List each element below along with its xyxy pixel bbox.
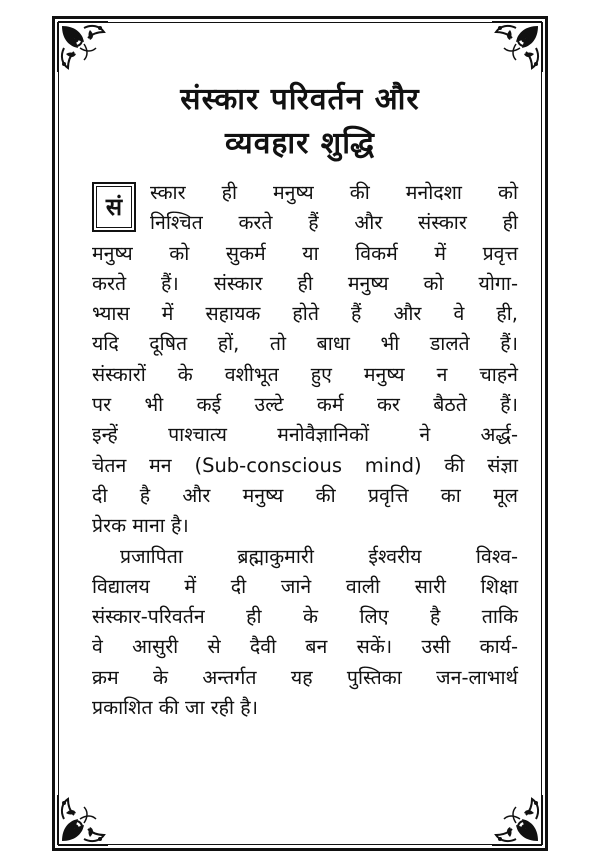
text-line: भ्यास में सहायक होते हैं और वे ही, <box>92 302 518 326</box>
paragraph-2 <box>92 542 518 724</box>
title-line-1: संस्कार परिवर्तन और <box>180 82 420 117</box>
body-text <box>92 178 518 723</box>
text-line: दी है और मनुष्य की प्रवृत्ति का मूल <box>92 483 518 507</box>
text-line: प्रेरक माना है। <box>92 514 189 538</box>
page-border <box>52 16 548 851</box>
dropcap-letter: सं <box>96 186 132 228</box>
text-line: यदि दूषित हों, तो बाधा भी डालते हैं। <box>92 332 518 356</box>
floral-corner-icon <box>488 791 546 849</box>
text-line: प्रकाशित की जा रही है। <box>92 696 259 720</box>
text-line: निश्चित करते हैं और संस्कार ही <box>150 211 518 235</box>
dropcap-box <box>92 182 136 232</box>
text-line: क्रम के अन्तर्गत यह पुस्तिका जन-लाभार्थ <box>92 665 518 689</box>
floral-corner-icon <box>488 18 546 76</box>
text-line: प्रजापिता ब्रह्माकुमारी ईश्वरीय विश्व- <box>120 544 518 568</box>
floral-corner-icon <box>54 791 112 849</box>
text-line: वे आसुरी से दैवी बन सकें। उसी कार्य- <box>92 635 518 659</box>
text-line: मनुष्य को सुकर्म या विकर्म में प्रवृत्त <box>92 241 518 265</box>
text-line: स्कार ही मनुष्य की मनोदशा को <box>150 181 518 204</box>
text-line: संस्कारों के वशीभूत हुए मनुष्य न चाहने <box>92 362 518 386</box>
text-line: पर भी कई उल्टे कर्म कर बैठते हैं। <box>92 393 518 417</box>
page-title <box>122 78 478 166</box>
floral-corner-icon <box>54 18 112 76</box>
text-line: करते हैं। संस्कार ही मनुष्य को योगा- <box>92 271 518 295</box>
paragraph-1 <box>92 178 518 542</box>
title-line-2: व्यवहार शुद्धि <box>225 126 375 161</box>
text-line: इन्हें पाश्चात्य मनोवैज्ञानिकों ने अर्द्ध- <box>92 423 518 447</box>
text-line: विद्यालय में दी जाने वाली सारी शिक्षा <box>92 574 518 598</box>
text-line: संस्कार-परिवर्तन ही के लिए है ताकि <box>92 605 518 629</box>
text-line: चेतन मन (Sub-conscious mind) की संज्ञा <box>92 453 518 477</box>
